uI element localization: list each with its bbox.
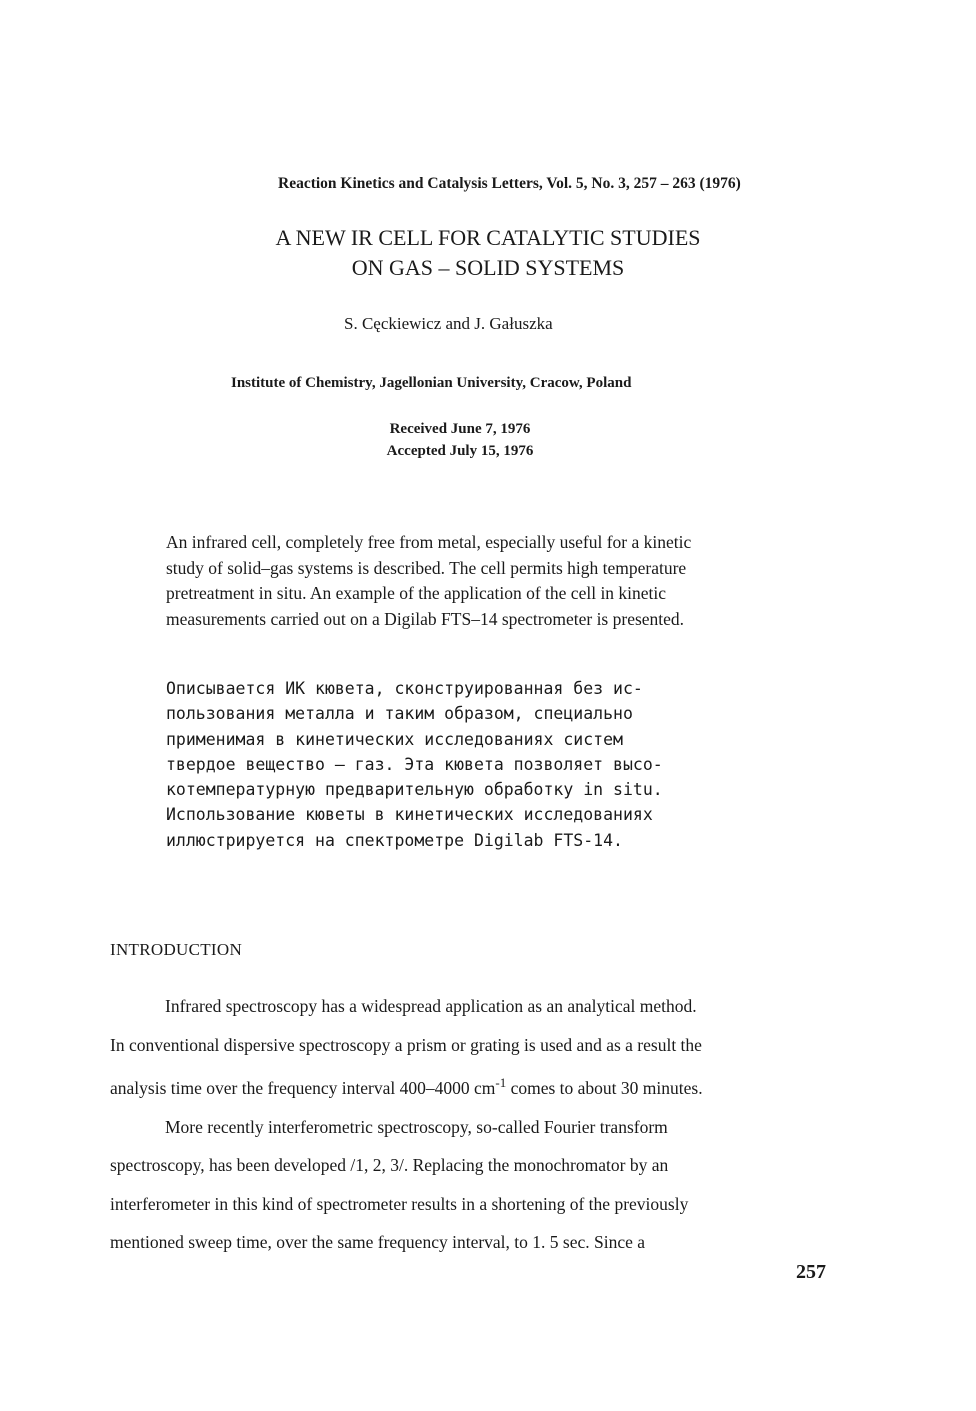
abstract-russian (166, 676, 806, 853)
abstract-ru-line: твердое вещество – газ. Эта кювета позволяет высо- (166, 754, 663, 774)
body-line: interferometer in this kind of spectrometer results in a shortening of the previously (110, 1193, 689, 1214)
abstract-ru-line: применимая в кинетических исследованиях систем (166, 729, 623, 749)
body-line: More recently interferometric spectroscopy, so-called Fourier transform (165, 1116, 668, 1137)
section-heading: INTRODUCTION (110, 940, 243, 959)
abstract-ru-line: Использование кюветы в кинетических исследованиях (166, 805, 653, 825)
page-number: 257 (796, 1261, 826, 1283)
abstract-ru-line: Описывается ИК кювета, сконструированная без ис- (166, 679, 643, 698)
received-date: Received June 7, 1976 (389, 421, 531, 437)
journal-citation: Reaction Kinetics and Catalysis Letters, Vol. 5, No. 3, 257 – 263 (1976) (278, 175, 741, 192)
title-line-1: A NEW IR CELL FOR CATALYTIC STUDIES (275, 225, 701, 250)
abstract-ru-line: иллюстрируется на спектрометре Digilab FTS-14. (166, 830, 623, 850)
body-line: spectroscopy, has been developed /1, 2, 3/. Replacing the monochromator by an (110, 1155, 669, 1176)
body-line-text: comes to about 30 minutes. (506, 1078, 703, 1099)
abstract-ru-line: котемпературную предварительную обработку in situ. (166, 780, 663, 800)
abstract-line: study of solid–gas systems is described. The cell permits high temperature (166, 557, 687, 578)
title-line-2: ON GAS – SOLID SYSTEMS (351, 255, 625, 280)
body-text (110, 987, 870, 1262)
body-line: mentioned sweep time, over the same frequency interval, to 1. 5 sec. Since a (110, 1232, 646, 1253)
body-line: Infrared spectroscopy has a widespread application as an analytical method. (165, 996, 697, 1016)
abstract-english (166, 530, 846, 632)
authors: S. Cęckiewicz and J. Gałuszka (344, 314, 553, 333)
dates (340, 418, 580, 462)
abstract-line: measurements carried out on a Digilab FTS–14 spectrometer is presented. (166, 608, 685, 629)
accepted-date: Accepted July 15, 1976 (386, 443, 534, 459)
body-line-text: analysis time over the frequency interval 400–4000 cm (110, 1078, 496, 1099)
body-line: In conventional dispersive spectroscopy a prism or grating is used and as a result the (110, 1034, 702, 1055)
abstract-line: pretreatment in situ. An example of the application of the cell in kinetic (166, 583, 667, 603)
superscript: -1 (495, 1075, 507, 1091)
body-line (110, 1064, 870, 1107)
abstract-line: An infrared cell, completely free from metal, especially useful for a kinetic (166, 532, 692, 552)
paper-title (0, 223, 976, 283)
affiliation: Institute of Chemistry, Jagellonian University, Cracow, Poland (231, 375, 632, 391)
abstract-ru-line: пользования металла и таким образом, специально (166, 704, 633, 724)
